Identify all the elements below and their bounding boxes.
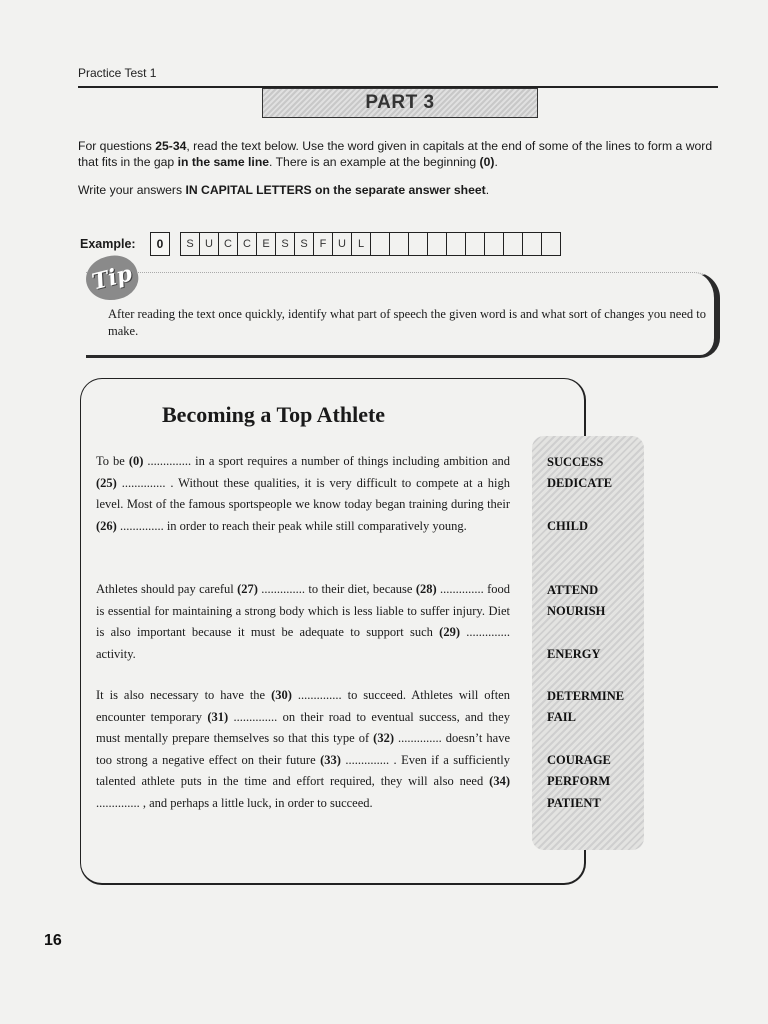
example-number-box: 0 <box>150 232 170 256</box>
keyword: DEDICATE <box>547 476 613 490</box>
keyword: SUCCESS <box>547 455 604 469</box>
example-label: Example: <box>80 236 136 251</box>
example-letter-box <box>371 233 390 255</box>
gap-number: (27) <box>237 582 258 596</box>
paragraph-segment: Athletes should pay careful <box>96 582 238 596</box>
paragraph-segment: .............. on their road to eventual success, and they must mentally prepare themselves so that this type of <box>96 709 510 745</box>
instruction-text: , read the text below. Use the word given in capitals at the end of some of the lines to form a word that fits in the gap <box>78 139 713 169</box>
paragraph-text <box>96 685 510 814</box>
example-letter-box: L <box>352 233 371 255</box>
paragraph-text <box>96 579 510 665</box>
keyword: NOURISH <box>547 604 606 618</box>
keyword: FAIL <box>547 710 576 724</box>
gap-number: (34) <box>489 774 510 788</box>
instruction-text: . <box>485 183 490 197</box>
example-letter-box: C <box>238 233 257 255</box>
gap-number: (31) <box>207 709 229 724</box>
paragraph-segment: .............. in order to reach their peak while still comparatively young. <box>116 518 467 533</box>
example-letter-box: E <box>257 233 276 255</box>
article-paragraph-3 <box>96 685 510 814</box>
keyword: CHILD <box>547 519 588 533</box>
instruction-text: . <box>494 155 498 169</box>
example-letter-box <box>428 233 447 255</box>
paragraph-segment: .............. food is essential for maintaining a strong body which is less liable to suffer injury. Diet is also important because it must be adequate to support such <box>96 582 510 639</box>
example-letter-box: C <box>219 233 238 255</box>
keyword: COURAGE <box>547 753 611 767</box>
gap-number: (28) <box>415 582 437 596</box>
example-letter-box: U <box>333 233 352 255</box>
paragraph-segment: To be <box>96 454 129 468</box>
instruction-text: . There is an example at the beginning <box>269 155 480 169</box>
example-letter-box <box>409 233 428 255</box>
gap-number: (30) <box>271 688 292 702</box>
instruction-emphasis: in the same line <box>177 155 270 169</box>
gap-number: (29) <box>439 625 460 639</box>
keyword: DETERMINE <box>547 689 625 703</box>
paragraph-segment: .............. . Even if a sufficiently talented athlete puts in the time and effort required, they will also need <box>96 752 510 788</box>
keyword: PERFORM <box>547 774 611 788</box>
example-answer-boxes <box>180 232 561 256</box>
page-number: 16 <box>44 932 62 949</box>
article-paragraph-1 <box>96 451 510 537</box>
paragraph-text <box>96 451 510 537</box>
paragraph-segment: .............. to their diet, because <box>257 582 416 596</box>
paragraph-segment: It is also necessary to have the <box>96 688 272 702</box>
paragraph-segment: .............. in a sport requires a number of things including ambition and <box>143 454 510 468</box>
instructions <box>78 138 723 210</box>
instruction-paragraph-1 <box>78 138 723 170</box>
article-paragraph-2 <box>96 579 510 665</box>
example-letter-box <box>485 233 504 255</box>
example-letter-box: F <box>314 233 333 255</box>
example-letter-box <box>504 233 523 255</box>
example-letter-box: S <box>276 233 295 255</box>
tip-logo-text: Tip <box>89 260 135 296</box>
example-letter-box <box>523 233 542 255</box>
keyword: ENERGY <box>547 647 601 661</box>
instruction-emphasis: IN CAPITAL LETTERS on the separate answer sheet <box>185 183 486 197</box>
article-title: Becoming a Top Athlete <box>162 402 386 427</box>
example-letter-box: S <box>181 233 200 255</box>
gap-number: (33) <box>320 752 341 767</box>
gap-number: (0) <box>128 454 144 468</box>
instruction-paragraph-2 <box>78 182 723 198</box>
example-letter-box <box>447 233 466 255</box>
instruction-text: Write your answers <box>78 183 186 197</box>
paragraph-segment: .............. . Without these qualities, it is very difficult to compete at a high level. Most of the famous sportspeople we know today began training during their <box>96 475 510 511</box>
example-letter-box <box>466 233 485 255</box>
example-reference: (0) <box>479 155 495 169</box>
example-letter-box <box>542 233 560 255</box>
gap-number: (32) <box>373 731 394 745</box>
part-title: PART 3 <box>365 92 435 113</box>
paragraph-segment: .............. , and perhaps a little luck, in order to succeed. <box>96 795 373 810</box>
section-label: Practice Test 1 <box>78 66 157 80</box>
keyword: PATIENT <box>547 796 601 810</box>
keyword: ATTEND <box>547 583 599 597</box>
example-letter-box <box>390 233 409 255</box>
tip-text: After reading the text once quickly, identify what part of speech the given word is and what sort of changes you need to make. <box>108 307 706 338</box>
example-letter-box: U <box>200 233 219 255</box>
example-letter-box: S <box>295 233 314 255</box>
part-banner <box>262 88 538 118</box>
gap-number: (26) <box>96 518 117 533</box>
example-row <box>80 230 561 257</box>
paragraph-segment: .............. to succeed. Athletes will often encounter temporary <box>96 688 510 724</box>
instruction-text: For questions <box>78 139 156 153</box>
paragraph-segment: .............. activity. <box>96 625 510 661</box>
question-range: 25-34 <box>155 139 187 153</box>
paragraph-segment: .............. doesn’t have too strong a negative effect on their future <box>96 731 511 767</box>
gap-number: (25) <box>96 475 117 490</box>
